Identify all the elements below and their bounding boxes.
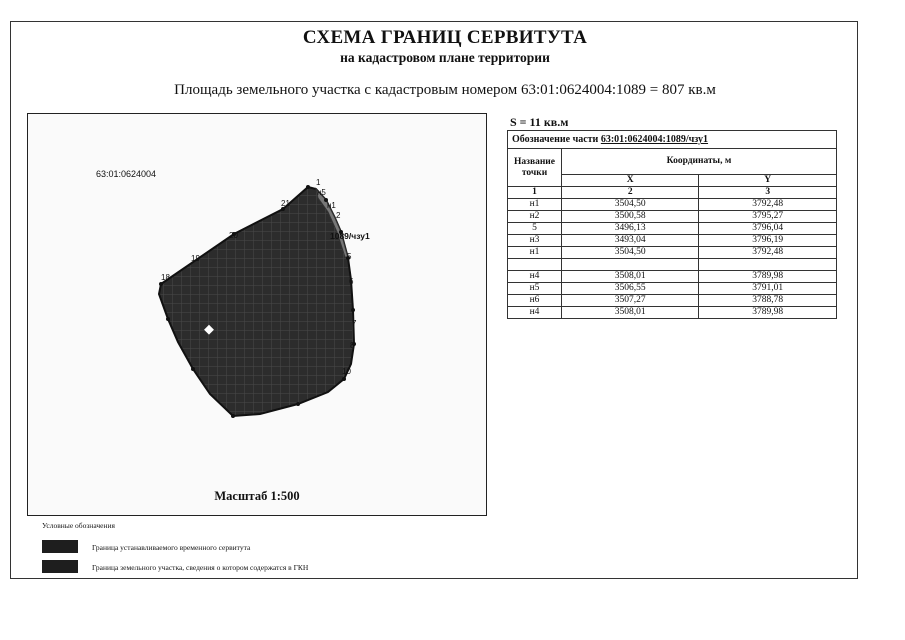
point-label-19: 19 xyxy=(191,254,200,263)
legend-swatch-parcel xyxy=(42,560,78,573)
cell-x: 3504,50 xyxy=(562,247,699,259)
legend-title: Условные обозначения xyxy=(42,521,115,530)
cell-point: н4 xyxy=(508,307,562,319)
table-row xyxy=(508,295,837,307)
table-row xyxy=(508,235,837,247)
table-row xyxy=(508,271,837,283)
table-row xyxy=(508,247,837,259)
cell-y: 3796,19 xyxy=(699,235,837,247)
point-label-5: 5 xyxy=(347,252,352,261)
cell-point: н1 xyxy=(508,199,562,211)
page-subtitle: на кадастровом плане территории xyxy=(340,50,550,65)
cell-y: 3788,78 xyxy=(699,295,837,307)
part-prefix: Обозначение части xyxy=(512,134,599,145)
parcel-label: 1089/чзу1 xyxy=(330,231,370,241)
point-label-n5: н5 xyxy=(317,188,326,197)
coordinates-table xyxy=(507,130,837,319)
cell-x: 3506,55 xyxy=(562,283,699,295)
legend-text-servitude: Граница устанавливаемого временного сервитута xyxy=(92,543,251,552)
point-label-21: 21 xyxy=(281,199,290,208)
cell-point: н5 xyxy=(508,283,562,295)
map-scale: Масштаб 1:500 xyxy=(214,489,300,503)
cell-y xyxy=(699,259,837,271)
col-y-header: Y xyxy=(699,175,837,187)
cell-x: 3500,58 xyxy=(562,211,699,223)
cell-x: 3493,04 xyxy=(562,235,699,247)
part-row xyxy=(508,131,837,149)
table-row xyxy=(508,199,837,211)
col-num-2: 2 xyxy=(562,187,699,199)
header-row xyxy=(508,149,837,175)
quarter-label: 63:01:0624004 xyxy=(96,169,157,179)
cell-x: 3507,27 xyxy=(562,295,699,307)
cell-point: н2 xyxy=(508,211,562,223)
table-row xyxy=(508,223,837,235)
cadastral-map xyxy=(27,113,487,516)
part-designation xyxy=(508,131,837,149)
point-label-n1: н1 xyxy=(327,201,336,210)
page-title: СХЕМА ГРАНИЦ СЕРВИТУТА xyxy=(302,27,588,48)
cell-x: 3504,50 xyxy=(562,199,699,211)
cell-point: 5 xyxy=(508,223,562,235)
map-drawing xyxy=(28,114,488,517)
coordinate-rows xyxy=(508,199,837,319)
area-statement: Площадь земельного участка с кадастровым номером 63:01:0624004:1089 = 807 кв.м xyxy=(174,82,716,98)
cell-y: 3796,04 xyxy=(699,223,837,235)
legend-text-parcel: Граница земельного участка, сведения о котором содержатся в ГКН xyxy=(92,563,309,572)
point-label-10: 10 xyxy=(342,367,351,376)
point-label-1: 1 xyxy=(316,178,321,187)
servitude-area: S = 11 кв.м xyxy=(510,115,569,129)
cell-y: 3791,01 xyxy=(699,283,837,295)
part-id: 63:01:0624004:1089/чзу1 xyxy=(600,134,709,145)
cell-x: 3508,01 xyxy=(562,271,699,283)
cell-x xyxy=(562,259,699,271)
parcel-polygon xyxy=(159,187,354,416)
point-label-18: 18 xyxy=(161,273,170,282)
legend-swatch-servitude xyxy=(42,540,78,553)
table-row xyxy=(508,259,837,271)
cell-y: 3789,98 xyxy=(699,307,837,319)
col-num-1: 1 xyxy=(508,187,562,199)
cell-x: 3508,01 xyxy=(562,307,699,319)
point-label-6: 6 xyxy=(349,277,354,286)
col-point-header: Название точки xyxy=(508,149,562,187)
cell-point: н3 xyxy=(508,235,562,247)
table-row xyxy=(508,283,837,295)
cell-y: 3789,98 xyxy=(699,271,837,283)
cell-y: 3792,48 xyxy=(699,199,837,211)
cell-y: 3795,27 xyxy=(699,211,837,223)
cell-x: 3496,13 xyxy=(562,223,699,235)
table-row xyxy=(508,211,837,223)
point-label-8: 8 xyxy=(350,341,355,350)
cell-point: н1 xyxy=(508,247,562,259)
cell-point xyxy=(508,259,562,271)
point-label-2: 2 xyxy=(336,211,341,220)
cell-point: н6 xyxy=(508,295,562,307)
col-num-3: 3 xyxy=(699,187,837,199)
point-label-7: 7 xyxy=(352,319,357,328)
cell-y: 3792,48 xyxy=(699,247,837,259)
col-x-header: X xyxy=(562,175,699,187)
number-row xyxy=(508,187,837,199)
cell-point: н4 xyxy=(508,271,562,283)
point-label-20: 20 xyxy=(229,231,238,240)
table-row xyxy=(508,307,837,319)
col-coords-header: Координаты, м xyxy=(562,149,837,175)
